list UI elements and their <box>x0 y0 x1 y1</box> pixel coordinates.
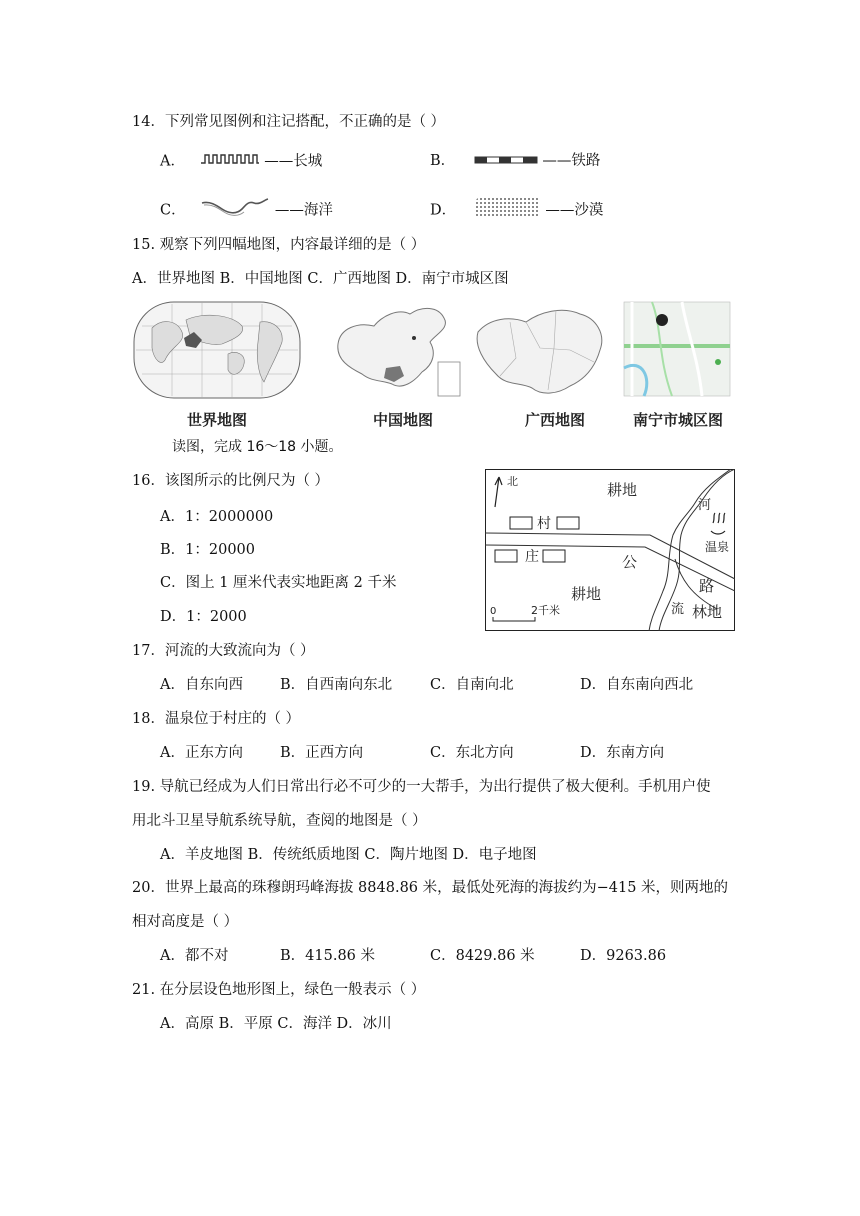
scale-label: 2千米 <box>531 604 560 617</box>
flow-label: 流 <box>671 602 685 617</box>
map-caption: 中国地图 <box>372 411 433 429</box>
option-text: ——长城 <box>264 153 323 170</box>
map-caption: 世界地图 <box>186 411 247 429</box>
forest-label: 林地 <box>692 603 723 621</box>
road-label-2: 路 <box>699 577 715 595</box>
guangxi-map-card <box>470 298 640 430</box>
q16-option-b: B．1：20000 <box>160 542 256 558</box>
option-text: ——铁路 <box>542 153 601 169</box>
q18-option-b: B．正西方向 <box>280 745 364 761</box>
option-letter: C． <box>160 202 186 219</box>
scale-zero: 0 <box>490 606 497 617</box>
village-label-2: 庄 <box>525 549 539 565</box>
q17-option-c: C．自南向北 <box>430 677 514 693</box>
farmland-top-label: 耕地 <box>607 481 638 499</box>
q20-option-c: C．8429.86 米 <box>430 948 535 964</box>
q16-option-d: D．1：2000 <box>160 609 247 625</box>
q17-option-d: D．自东南向西北 <box>580 677 694 693</box>
q20-option-d: D．9263.86 <box>580 948 667 964</box>
china-map-card <box>318 298 488 430</box>
china-map-icon <box>318 298 468 406</box>
sea-boundary-legend-icon <box>200 197 270 224</box>
hot-spring-label: 温泉 <box>705 540 730 554</box>
option-text: ——沙漠 <box>545 202 604 219</box>
road-label-1: 公 <box>622 553 638 571</box>
option-letter: B． <box>430 153 456 169</box>
q14-option-b <box>430 152 600 170</box>
option-letter: D． <box>430 202 457 219</box>
desert-legend-icon <box>475 197 541 224</box>
q14-stem: 14．下列常见图例和注记搭配，不正确的是（ ） <box>132 114 446 130</box>
q18-stem: 18．温泉位于村庄的（ ） <box>132 711 301 727</box>
q19-stem-line-2: 用北斗卫星导航系统导航，查阅的地图是（ ） <box>132 813 427 829</box>
q21-options: A．高原 B．平原 C．海洋 D．冰川 <box>160 1016 392 1032</box>
q18-option-a: A．正东方向 <box>160 745 243 761</box>
q16-stem: 16．该图所示的比例尺为（ ） <box>132 473 330 489</box>
q20-stem-line-1: 20．世界上最高的珠穆朗玛峰海拔 8848.86 米，最低处死海的海拔约为−415 米，则两地的 <box>132 880 729 896</box>
q16-option-a: A．1：2000000 <box>160 509 274 525</box>
q18-option-d: D．东南方向 <box>580 745 665 761</box>
q21-stem: 21. 在分层设色地形图上，绿色一般表示（ ） <box>132 982 426 998</box>
q18-option-c: C．东北方向 <box>430 745 514 761</box>
north-label: 北 <box>507 475 518 488</box>
village-label-1: 村 <box>537 516 551 532</box>
map-caption: 广西地图 <box>524 411 585 429</box>
q14-option-c <box>160 197 333 224</box>
farmland-bottom-label: 耕地 <box>571 585 602 603</box>
q17-stem: 17．河流的大致流向为（ ） <box>132 643 315 659</box>
railway-legend-icon <box>474 152 538 170</box>
nanning-map-card <box>622 298 734 430</box>
q14-option-a <box>160 152 322 171</box>
village-map-figure <box>485 469 735 631</box>
river-label: 河 <box>698 498 712 513</box>
world-map-card <box>132 298 302 430</box>
world-map-icon <box>132 298 302 406</box>
guangxi-map-icon <box>470 298 620 406</box>
nanning-city-map-icon <box>622 298 732 406</box>
q17-option-b: B．自西南向东北 <box>280 677 393 693</box>
q15-options: A．世界地图 B．中国地图 C．广西地图 D．南宁市城区图 <box>132 271 509 287</box>
q20-option-b: B．415.86 米 <box>280 948 376 964</box>
q15-stem: 15. 观察下列四幅地图，内容最详细的是（ ） <box>132 237 426 253</box>
q20-option-a: A．都不对 <box>160 948 229 964</box>
map-caption: 南宁市城区图 <box>632 411 723 429</box>
q14-option-d <box>430 197 603 224</box>
option-letter: A． <box>160 153 185 170</box>
option-text: ——海洋 <box>274 202 333 219</box>
q16-option-c: C．图上 1 厘米代表实地距离 2 千米 <box>160 575 397 591</box>
great-wall-legend-icon <box>200 152 260 171</box>
q19-stem-line-1: 19. 导航已经成为人们日常出行必不可少的一大帮手，为出行提供了极大便利。手机用户使 <box>132 779 711 795</box>
q17-option-a: A．自东向西 <box>160 677 243 693</box>
q20-stem-line-2: 相对高度是（ ） <box>132 914 239 930</box>
read-prompt: 读图，完成 16～18 小题。 <box>172 439 343 455</box>
q19-options: A．羊皮地图 B．传统纸质地图 C．陶片地图 D．电子地图 <box>160 847 537 863</box>
